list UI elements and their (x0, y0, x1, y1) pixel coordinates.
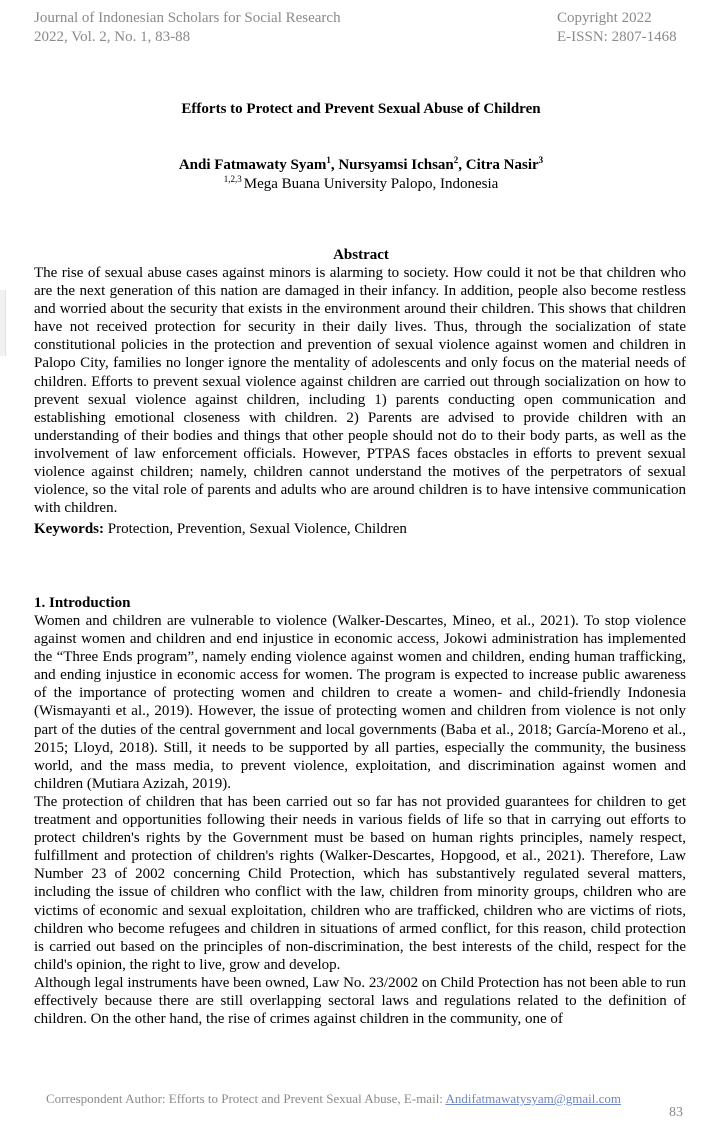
paragraph: Although legal instruments have been owned, Law No. 23/2002 on Child Protection has not been able to run effectively because there are still overlapping sectoral laws and regulations related to the definition of children. On the other hand, the rise of crimes against children in the community, one of (34, 974, 686, 1028)
keywords-text: Protection, Prevention, Sexual Violence, Children (104, 521, 407, 537)
section-heading-introduction: 1. Introduction (34, 595, 131, 611)
email-link[interactable]: Andifatmawatysyam@gmail.com (445, 1091, 621, 1106)
introduction-body (34, 612, 686, 1028)
keywords (34, 520, 686, 538)
author-affiliation-mark: 3 (538, 155, 544, 165)
author-affiliation-mark: 2 (453, 155, 459, 165)
copyright-notice: Copyright 2022 (557, 10, 652, 26)
paragraph: The protection of children that has been carried out so far has not provided guarantees for children to get treatment and opportunities following their needs in various fields of life so that in carrying out efforts to protect children's rights by the Government must be based on human rights principles, namely respect, fulfillment and protection of children's rights (Walker-Descartes, Hopgood, et al., 2021). Therefore, Law Number 23 of 2002 concerning Child Protection, which has substantively regulated several matters, including the issue of children who conflict with the law, children from minority groups, children who are victims of economic and sexual exploitation, children who are trafficked, children who are victims of riots, children who become refugees and children in situations of armed conflict, for this reason, child protection is carried out based on the principles of non-discrimination, the best interests of the child, respect for the child's opinion, the right to live, grow and develop. (34, 793, 686, 973)
footer-correspondence (46, 1091, 621, 1107)
paragraph: Women and children are vulnerable to violence (Walker-Descartes, Mineo, et al., 2021). To stop violence against women and children and end injustice in economic access, Jokowi administration has implemented the “Three Ends program”, namely ending violence against women and children, ending human trafficking, and ending injustice in economic access for women. The program is expected to increase public awareness of the importance of protecting women and children to create a women- and child-friendly Indonesia (Wismayanti et al., 2019). However, the issue of protecting women and children from violence is not only part of the duties of the central government and local governments (Baba et al., 2018; García-Moreno et al., 2015; Lloyd, 2018). Still, it needs to be supported by all parties, especially the community, the business world, and the mass media, to prevent violence, exploitation, and discrimination against women and children (Mutiara Azizah, 2019). (34, 613, 686, 792)
author-list (0, 156, 722, 175)
affiliation-text: Mega Buana University Palopo, Indonesia (243, 176, 499, 192)
author-affiliation-mark: 1 (326, 155, 331, 165)
affiliation (0, 175, 722, 194)
article-title: Efforts to Protect and Prevent Sexual Abuse of Children (181, 101, 541, 117)
author-separator: , (330, 157, 339, 173)
running-header-left (34, 9, 341, 47)
abstract-text: The rise of sexual abuse cases against minors is alarming to society. How could it not be that children who are the next generation of this nation are damaged in their infancy. In addition, people also become restless and worried about the security that exists in the environment around their children. This shows that children have not received protection for security in their daily lives. Thus, through the socialization of state constitutional policies in the protection and prevention of sexual violence against women and children in Palopo City, families no longer ignore the mentality of adolescents and only focus on the material needs of children. Efforts to prevent sexual violence against children are carried out through socialization on how to prevent sexual violence against children, including 1) parents conducting open communication and establishing emotional closeness with children. 2) Parents are advised to provide children with an understanding of their bodies and things that other people should not do to their body parts, as well as the involvement of law enforcement officials. However, PTPAS faces obstacles in efforts to prevent sexual violence against children; namely, children cannot understand the motives of the perpetrators of sexual violence, so the vital role of parents and adults who are around children is to have intensive communication with children. (34, 265, 686, 517)
author-name: Nursyamsi Ichsan (338, 157, 454, 173)
volume-info: 2022, Vol. 2, No. 1, 83-88 (34, 29, 191, 45)
side-panel-tab[interactable] (0, 290, 6, 356)
abstract-heading: Abstract (333, 247, 389, 263)
author-name: Citra Nasir (465, 157, 539, 173)
page-number: 83 (669, 1105, 683, 1120)
author-name: Andi Fatmawaty Syam (178, 157, 327, 173)
author-separator: , (458, 157, 466, 173)
issn: E-ISSN: 2807-1468 (557, 29, 677, 45)
affiliation-mark: 1,2,3 (223, 174, 242, 184)
running-header-right (557, 9, 677, 47)
journal-name: Journal of Indonesian Scholars for Social Research (34, 10, 341, 26)
footer-text: Correspondent Author: Efforts to Protect and Prevent Sexual Abuse, E-mail: (46, 1091, 446, 1106)
keywords-label: Keywords: (34, 521, 104, 537)
